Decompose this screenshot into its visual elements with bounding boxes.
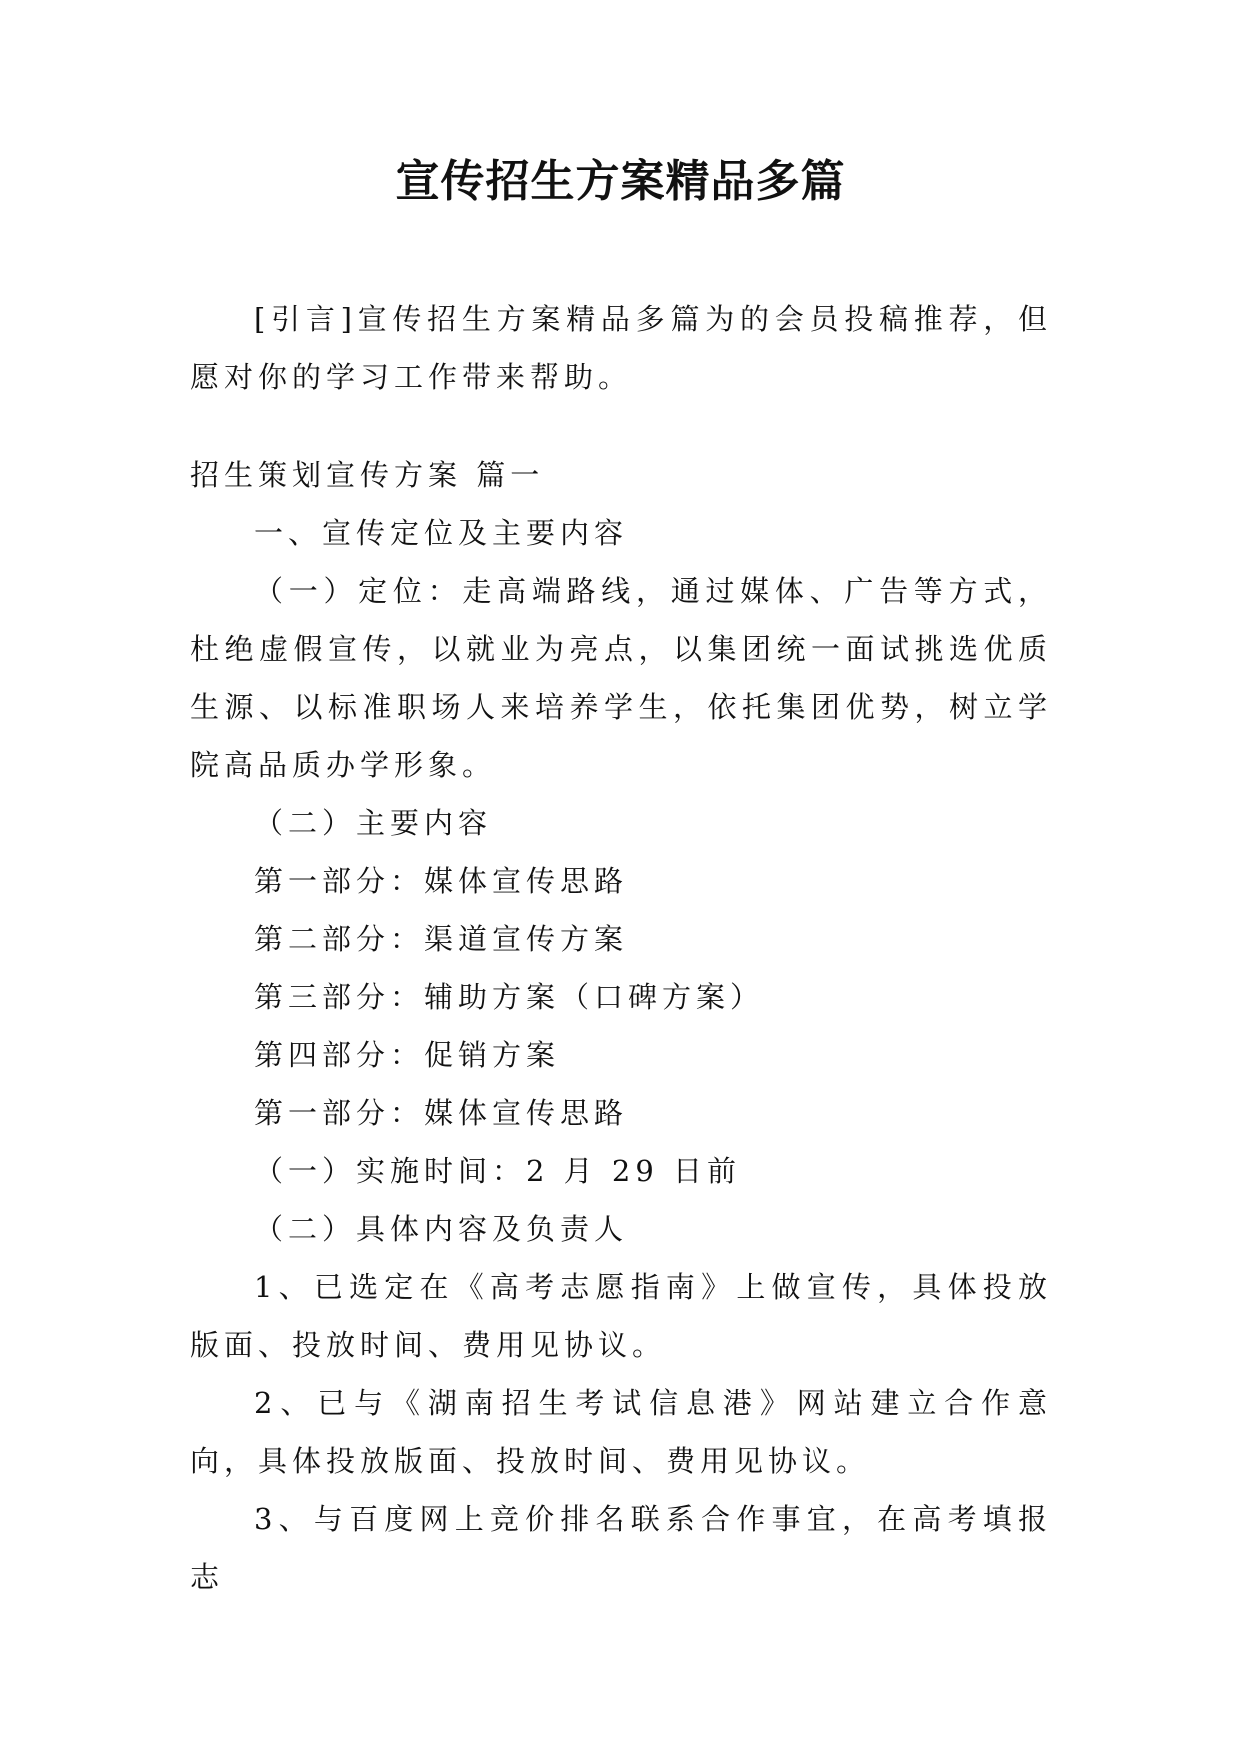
section-heading: 招生策划宣传方案 篇一 [190,458,545,492]
paragraph: 第三部分：辅助方案（口碑方案） [254,980,765,1014]
paragraph: （一）实施时间：2 月 29 日前 [254,1154,742,1188]
paragraph: 1、已选定在《高考志愿指南》上做宣传，具体投放版面、投放时间、费用见协议。 [190,1270,1052,1362]
document-body [190,290,1052,1606]
paragraph: 第一部分：媒体宣传思路 [254,1096,629,1130]
paragraph: 3、与百度网上竞价排名联系合作事宜，在高考填报志 [190,1502,1052,1594]
paragraph: （一）定位：走高端路线，通过媒体、广告等方式，杜绝虚假宣传，以就业为亮点，以集团统一面试挑选优质生源、以标准职场人来培养学生，依托集团优势，树立学院高品质办学形象。 [190,574,1052,782]
intro-paragraph: [引言]宣传招生方案精品多篇为的会员投稿推荐，但愿对你的学习工作带来帮助。 [190,302,1052,394]
paragraph: 第四部分：促销方案 [254,1038,561,1072]
paragraph: （二）具体内容及负责人 [254,1212,629,1246]
paragraph: 2、已与《湖南招生考试信息港》网站建立合作意向，具体投放版面、投放时间、费用见协议。 [190,1386,1052,1478]
paragraph: 第二部分：渠道宣传方案 [254,922,629,956]
document-title: 宣传招生方案精品多篇 [395,156,846,207]
paragraph: 一、宣传定位及主要内容 [254,516,629,550]
paragraph: （二）主要内容 [254,806,493,840]
paragraph: 第一部分：媒体宣传思路 [254,864,629,898]
